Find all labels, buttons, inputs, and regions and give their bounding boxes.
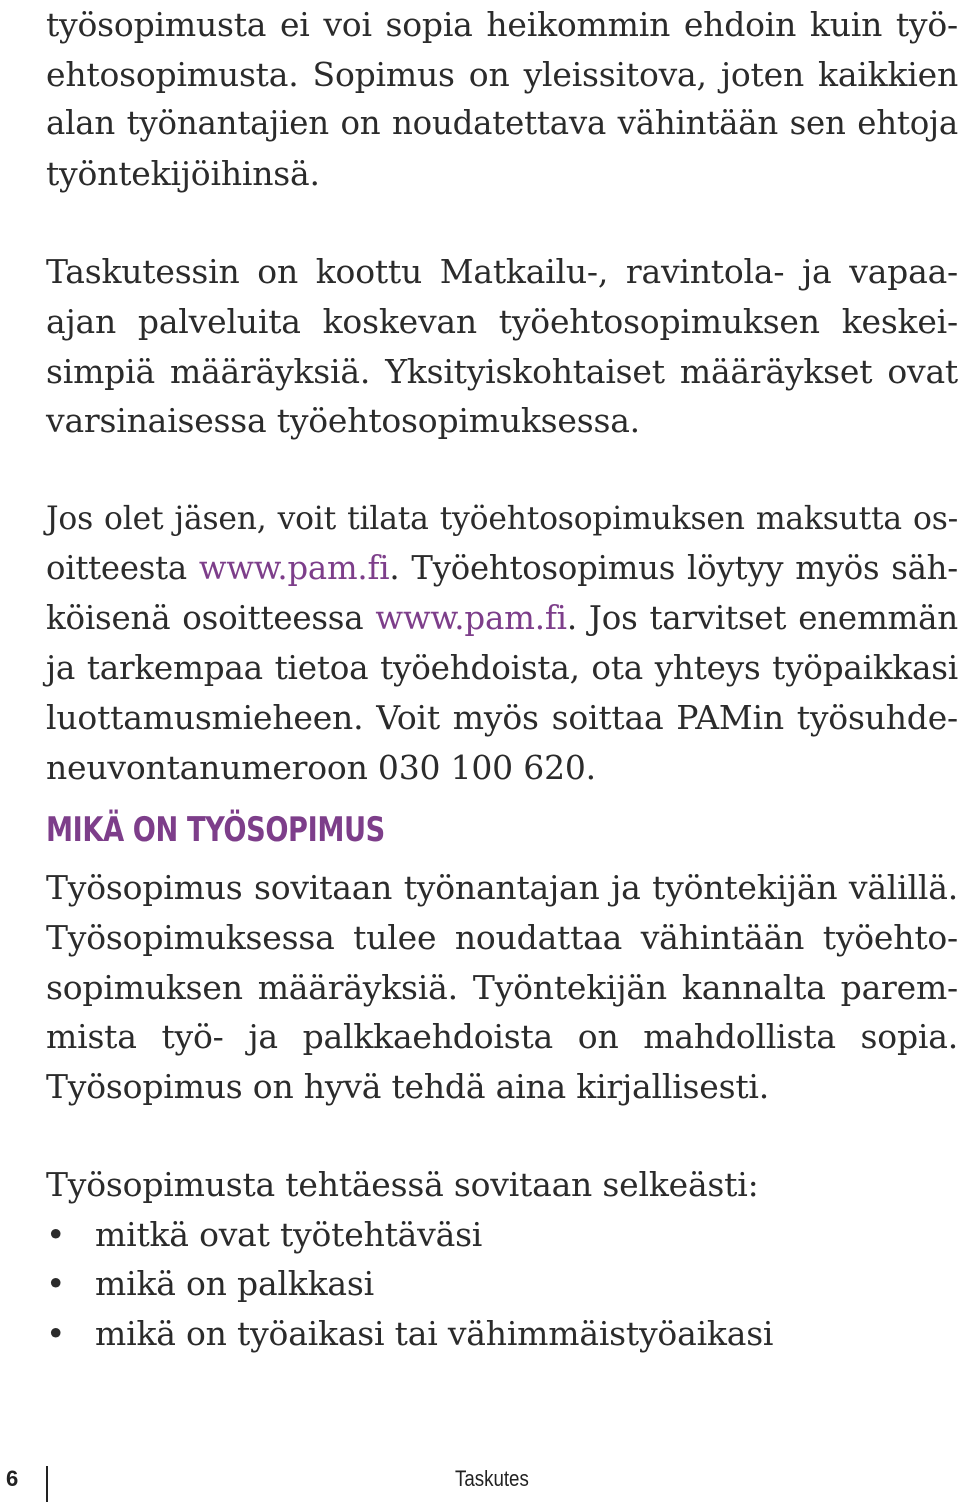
text-line: Työsopimus on hyvä tehdä aina kirjallisesti.	[46, 1066, 770, 1106]
text-line	[46, 544, 958, 594]
text-line: Työsopimuksessa tulee noudattaa vähintään työehto-	[46, 917, 958, 957]
text-line: ajan palveluita koskevan työehtosopimuksen keskei-	[46, 301, 958, 341]
agreement-list-section	[46, 1160, 958, 1358]
employment-contract-paragraph	[46, 863, 958, 1111]
text-line: Taskutessin on koottu Matkailu-, ravintola- ja vapaa-	[46, 252, 958, 292]
text-line: työntekijöihinsä.	[46, 153, 320, 193]
list-intro: Työsopimusta tehtäessä sovitaan selkeästi:	[46, 1165, 759, 1205]
list-item	[46, 1210, 958, 1260]
list-item-text: mikä on palkkasi	[95, 1264, 374, 1304]
page-content	[46, 0, 958, 1359]
bullet-icon: •	[46, 1314, 66, 1354]
text-line: mista työ- ja palkkaehdoista on mahdollista sopia.	[46, 1017, 958, 1057]
text-segment: oitteesta	[46, 549, 199, 588]
section-heading: MIKÄ ON TYÖSOPIMUS	[46, 810, 385, 851]
contact-paragraph	[46, 495, 958, 793]
text-line: sopimuksen määräyksiä. Työntekijän kannalta parem-	[46, 967, 958, 1007]
list-item	[46, 1309, 958, 1359]
bullet-icon: •	[46, 1264, 66, 1304]
list-item-text: mikä on työaikasi tai vähimmäistyöaikasi	[95, 1314, 774, 1354]
bullet-icon: •	[46, 1214, 66, 1254]
text-line: simpiä määräyksiä. Yksityiskohtaiset määräykset ovat	[46, 351, 958, 391]
list-item	[46, 1259, 958, 1309]
text-line: alan työnantajien on noudatettava vähintään sen ehtoja	[46, 104, 958, 143]
text-line: luottamusmieheen. Voit myös soittaa PAMin työsuhde-	[46, 698, 958, 738]
pam-link[interactable]: www.pam.fi	[198, 549, 390, 588]
text-line: Työsopimus sovitaan työnantajan ja työntekijän välillä.	[46, 868, 958, 908]
list-item-text: mitkä ovat työtehtäväsi	[95, 1214, 483, 1254]
text-line: Jos olet jäsen, voit tilata työehtosopimuksen maksutta os-	[46, 500, 958, 537]
page-number: 6	[6, 1466, 19, 1491]
text-segment: . Jos tarvitset enemmän	[566, 598, 958, 637]
pam-link[interactable]: www.pam.fi	[375, 598, 567, 637]
summary-paragraph	[46, 247, 958, 445]
intro-paragraph	[46, 0, 958, 198]
text-line: varsinaisessa työehtosopimuksessa.	[46, 401, 640, 441]
footer-title: Taskutes	[455, 1466, 529, 1491]
text-segment: köisenä osoitteessa	[46, 598, 376, 637]
text-line	[46, 594, 958, 644]
text-segment: . Työehtosopimus löytyy myös säh-	[389, 549, 958, 588]
text-line: ja tarkempaa tietoa työehdoista, ota yhteys työpaikkasi	[46, 648, 958, 687]
page-footer	[0, 1466, 960, 1502]
text-line: ehtosopimusta. Sopimus on yleissitova, joten kaikkien	[46, 54, 958, 94]
footer-divider	[46, 1466, 48, 1502]
text-line: neuvontanumeroon 030 100 620.	[46, 747, 596, 787]
text-line: työsopimusta ei voi sopia heikommin ehdoin kuin työ-	[46, 5, 958, 44]
